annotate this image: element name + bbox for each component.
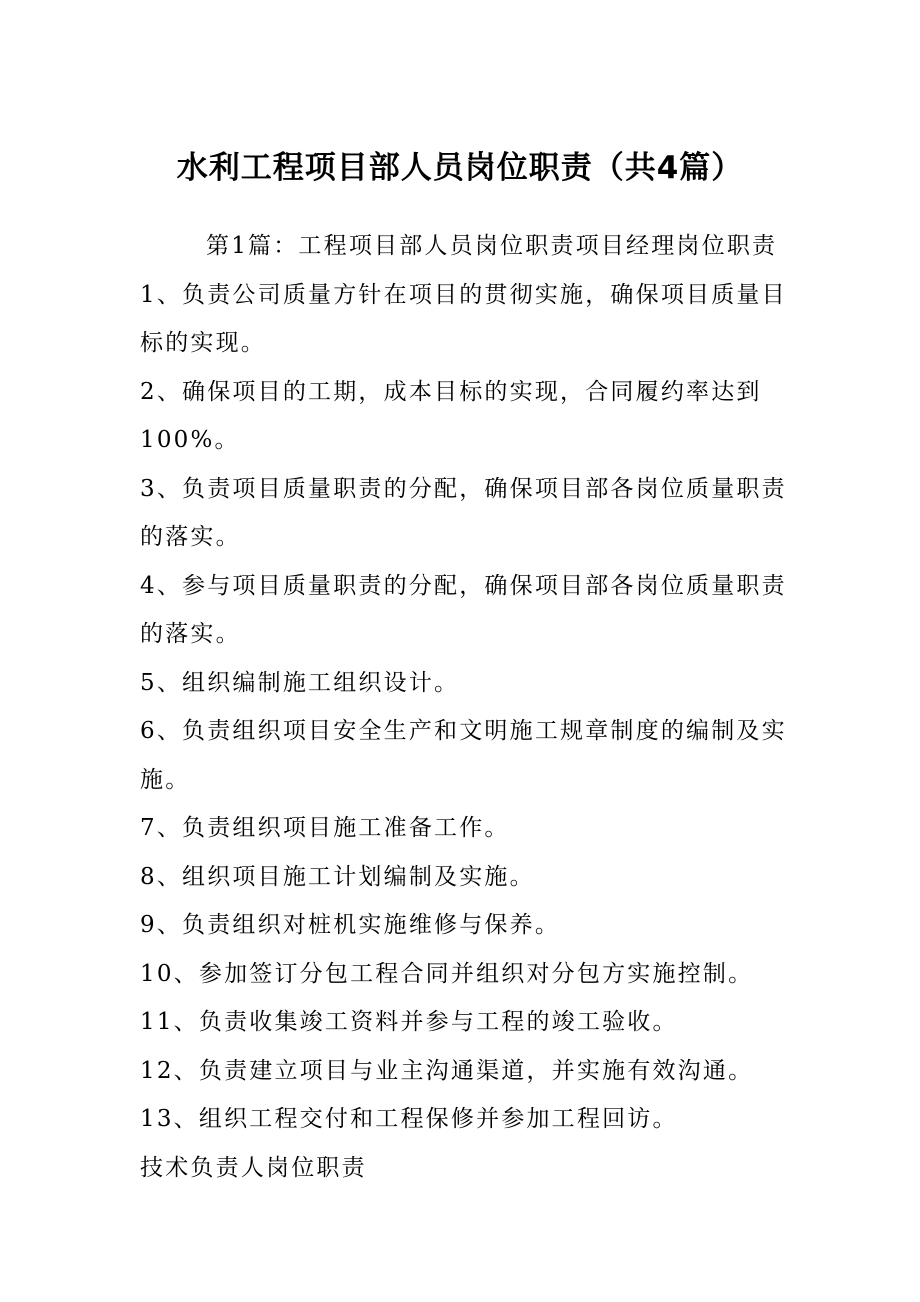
duty-item-10: 10、参加签订分包工程合同并组织对分包方实施控制。 [140,960,754,987]
duty-item-2: 2、确保项目的工期，成本目标的实现，合同履约率达到100%。 [140,378,762,453]
duty-item-6: 6、负责组织项目安全生产和文明施工规章制度的编制及实施。 [140,718,787,793]
duty-item-5: 5、组织编制施工组织设计。 [140,669,460,696]
duty-item-1: 1、负责公司质量方针在项目的贯彻实施，确保项目质量目标的实现。 [140,281,787,356]
duty-item-9: 9、负责组织对桩机实施维修与保养。 [140,912,561,938]
duty-item-11: 11、负责收集竣工资料并参与工程的竣工验收。 [140,1009,678,1035]
section-heading: 技术负责人岗位职责 [140,1154,367,1181]
duty-item-12: 12、负责建立项目与业主沟通渠道，并实施有效沟通。 [140,1057,754,1084]
duty-item-7: 7、负责组织项目施工准备工作。 [140,815,510,841]
duty-item-3: 3、负责项目质量职责的分配，确保项目部各岗位质量职责的落实。 [140,475,787,550]
duty-item-8: 8、组织项目施工计划编制及实施。 [140,863,535,890]
document-body [140,222,800,1192]
duty-item-13: 13、组织工程交付和工程保修并参加工程回访。 [140,1106,678,1132]
document-title: 水利工程项目部人员岗位职责（共4篇） [176,150,744,186]
intro-paragraph: 第1篇：工程项目部人员岗位职责项目经理岗位职责 [206,233,778,259]
duty-item-4: 4、参与项目质量职责的分配，确保项目部各岗位质量职责的落实。 [140,572,787,647]
